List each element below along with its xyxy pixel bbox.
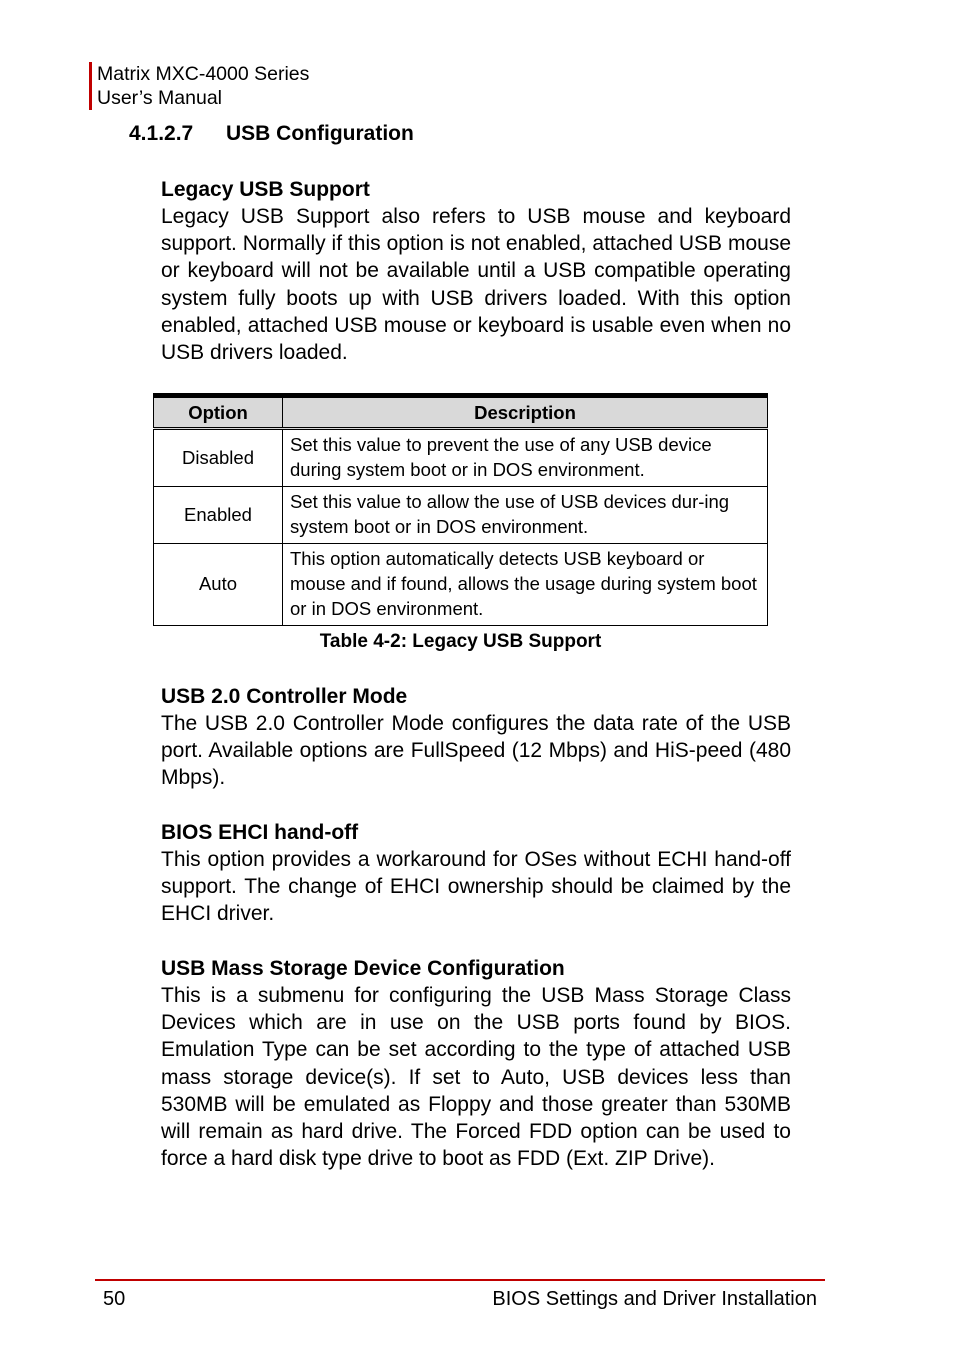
footer-chapter: BIOS Settings and Driver Installation: [492, 1288, 817, 1310]
mass-storage-heading: USB Mass Storage Device Configuration: [161, 957, 565, 980]
option-cell: Enabled: [154, 487, 283, 544]
usb20-body: The USB 2.0 Controller Mode configures the data rate of the USB port. Available options are FullSpeed (12 Mbps) and HiS-peed (480 Mbps).: [161, 712, 791, 790]
table-header-row: [154, 396, 768, 429]
running-header: [89, 62, 309, 110]
table-row: [154, 544, 768, 626]
table-row: [154, 487, 768, 544]
usb20-heading: USB 2.0 Controller Mode: [161, 685, 408, 708]
header-option: Option: [154, 396, 283, 429]
page-number: 50: [103, 1288, 126, 1310]
legacy-usb-heading: Legacy USB Support: [161, 178, 370, 201]
header-description: Description: [283, 396, 768, 429]
header-manual: User’s Manual: [97, 87, 222, 109]
description-cell: This option automatically detects USB keyboard or mouse and if found, allows the usage during system boot or in DOS environment.: [283, 544, 768, 626]
usb20-section: [161, 683, 791, 792]
section-number: 4.1.2.7: [129, 122, 194, 145]
ehci-body: This option provides a workaround for OSes without ECHI hand-off support. The change of EHCI ownership should be claimed by the EHCI driver.: [161, 848, 791, 926]
section-name: USB Configuration: [226, 122, 414, 145]
mass-storage-body: This is a submenu for configuring the USB Mass Storage Class Devices which are in use on the USB ports found by BIOS. Emulation Type can be set according to the type of attached USB mass storage device(s). If set to Auto, USB devices less than 530MB will be emulated as Floppy and those greater than 530MB will remain as hard drive. The Forced FDD option can be used to force a hard disk type drive to boot as FDD (Ext. ZIP Drive).: [161, 984, 791, 1171]
section-title: [129, 122, 414, 146]
table-caption: Table 4-2: Legacy USB Support: [319, 631, 602, 652]
ehci-heading: BIOS EHCI hand-off: [161, 821, 359, 844]
option-cell: Disabled: [154, 429, 283, 487]
ehci-section: [161, 819, 791, 928]
table-row: [154, 429, 768, 487]
legacy-usb-table: [153, 393, 768, 626]
option-cell: Auto: [154, 544, 283, 626]
legacy-usb-section: [161, 176, 791, 366]
footer-divider: [95, 1279, 825, 1281]
description-cell: Set this value to prevent the use of any USB device during system boot or in DOS environment.: [283, 429, 768, 487]
description-cell: Set this value to allow the use of USB devices dur-ing system boot or in DOS environment.: [283, 487, 768, 544]
mass-storage-section: [161, 955, 791, 1172]
legacy-usb-body: Legacy USB Support also refers to USB mouse and keyboard support. Normally if this option is not enabled, attached USB mouse or keyboard will not be available until a USB compatible operating system fully boots up with USB drivers loaded. With this option enabled, attached USB mouse or keyboard is usable even when no USB drivers loaded.: [161, 205, 791, 365]
header-product: Matrix MXC-4000 Series: [97, 63, 310, 85]
